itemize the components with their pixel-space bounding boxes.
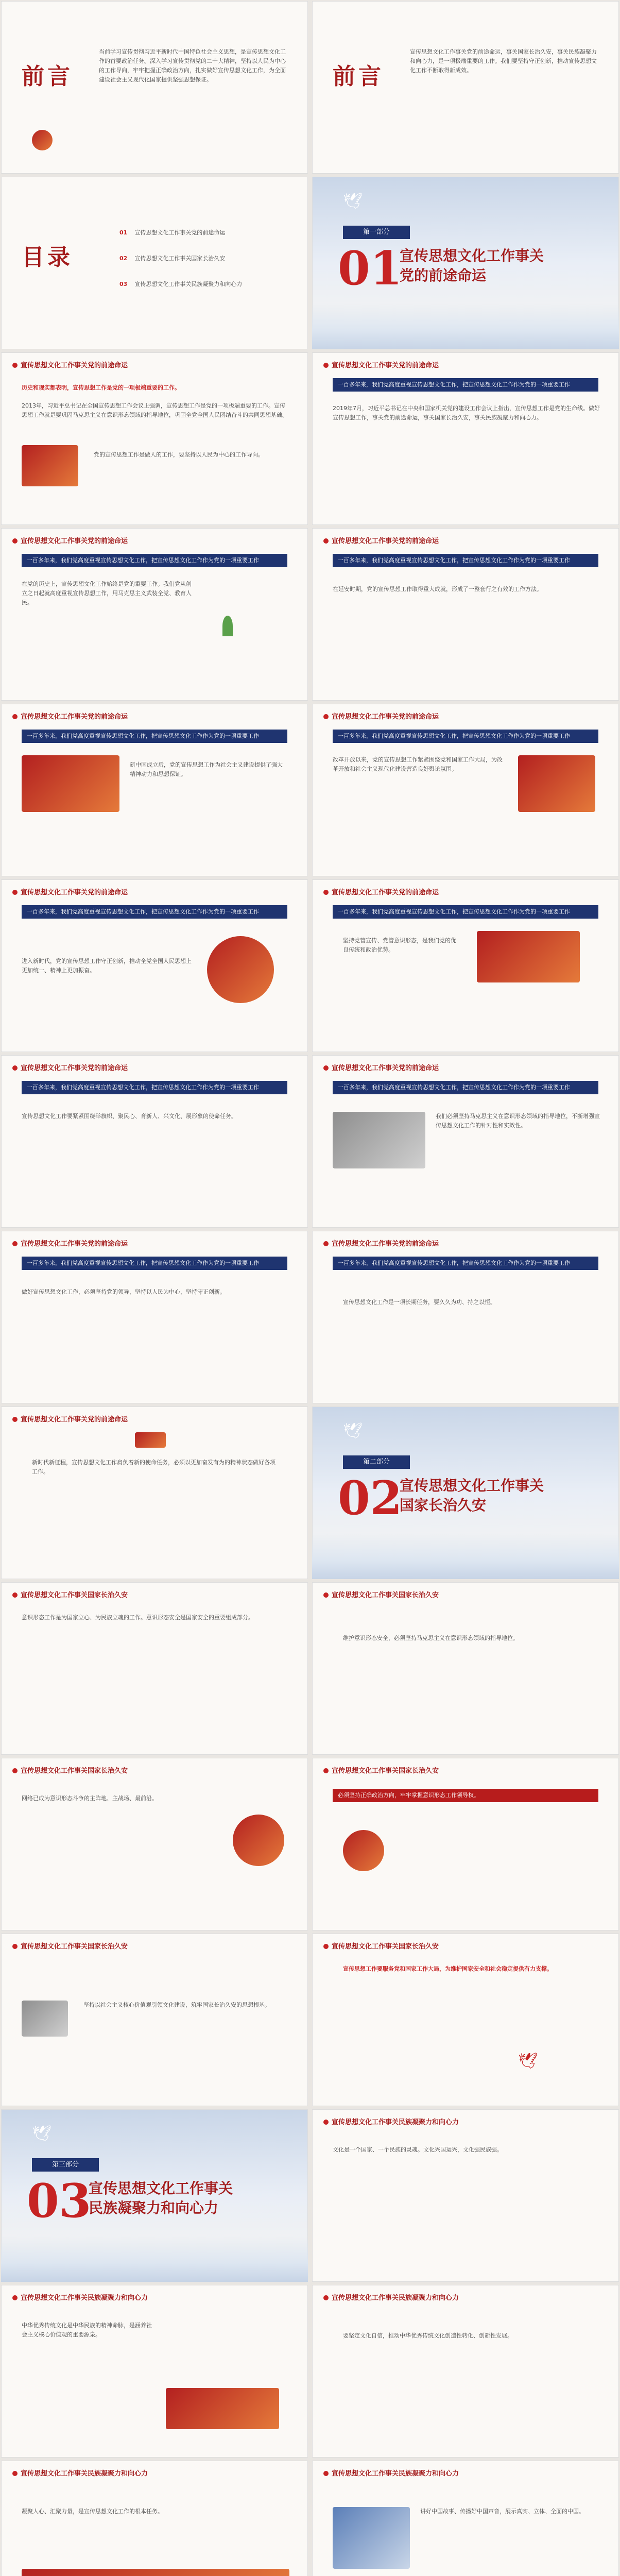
banner-bar: 一百多年来，我们党高度重视宣传思想文化工作，把宣传思想文化工作作为党的一项重要工作 — [333, 554, 598, 567]
dove-icon: 🕊 — [343, 192, 363, 210]
quote-text: 党的宣传思想工作是做人的工作，要坚持以人民为中心的工作导向。 — [94, 451, 264, 458]
body-text: 讲好中国故事、传播好中国声音，展示真实、立体、全面的中国。 — [420, 2508, 584, 2515]
body-text: 要坚定文化自信，推动中华优秀传统文化创造性转化、创新性发展。 — [343, 2332, 513, 2339]
banner-bar: 一百多年来，我们党高度重视宣传思想文化工作，把宣传思想文化工作作为党的一项重要工作 — [22, 905, 287, 919]
body-text: 2013年，习近平总书记在全国宣传思想工作会议上强调，宣传思想工作是党的一项极端重要的工作。宣传思想工作就是要巩固马克思主义在意识形态领域的指导地位，巩固全党全国人民团结奋斗的共同思想基础。 — [22, 402, 288, 418]
slide-header: 宣传思想文化工作事关民族凝聚力和向心力 — [12, 2468, 148, 2478]
part-title: 宣传思想文化工作事关党的前途命运 — [400, 247, 544, 284]
banner-bar: 一百多年来，我们党高度重视宣传思想文化工作，把宣传思想文化工作作为党的一项重要工作 — [22, 730, 287, 743]
slide-p1-l — [312, 1231, 619, 1403]
cloud-decoration — [312, 1533, 619, 1579]
page-title: 前言 — [22, 63, 73, 90]
part-tag: 第一部分 — [343, 226, 410, 239]
slide-part-1 — [312, 177, 619, 349]
slide-header: 宣传思想文化工作事关党的前途命运 — [323, 535, 439, 545]
part-number: 02 — [338, 1471, 403, 1526]
banner-bar: 一百多年来，我们党高度重视宣传思想文化工作，把宣传思想文化工作作为党的一项重要工作 — [22, 1257, 287, 1270]
slide-contents — [1, 177, 308, 349]
slide-p1-g — [1, 879, 308, 1052]
slide-header: 宣传思想文化工作事关民族凝聚力和向心力 — [323, 2468, 459, 2478]
slide-p1-d — [312, 528, 619, 701]
slide-header: 宣传思想文化工作事关党的前途命运 — [323, 1062, 439, 1072]
slide-p1-j — [312, 1055, 619, 1228]
dove-icon: 🕊 — [343, 1422, 363, 1440]
body-text: 做好宣传思想文化工作，必须坚持党的领导，坚持以人民为中心，坚持守正创新。 — [22, 1289, 226, 1295]
toc-item-1[interactable]: 01 宣传思想文化工作事关党的前途命运 — [119, 229, 226, 236]
body-text: 意识形态工作是为国家立心、为民族立魂的工作。意识形态安全是国家安全的重要组成部分。 — [22, 1614, 254, 1621]
preface-body: 宣传思想文化工作事关党的前途命运，事关国家长治久安，事关民族凝聚力和向心力，是一项极端重要的工作。我们要坚持守正创新，推动宣传思想文化工作不断取得新成效。 — [410, 48, 597, 74]
body-text: 宣传思想工作要服务党和国家工作大局，为维护国家安全和社会稳定提供有力支撑。 — [343, 1965, 553, 1972]
body-text: 坚持以社会主义核心价值观引领文化建设，筑牢国家长治久安的思想根基。 — [83, 2002, 270, 2008]
toc-item-3[interactable]: 03 宣传思想文化工作事关民族凝聚力和向心力 — [119, 281, 243, 287]
slide-header: 宣传思想文化工作事关党的前途命运 — [323, 1238, 439, 1248]
slide-p1-b — [312, 352, 619, 525]
slide-header: 宣传思想文化工作事关民族凝聚力和向心力 — [12, 2292, 148, 2302]
slide-p3-a — [312, 2109, 619, 2282]
slide-header: 宣传思想文化工作事关党的前途命运 — [323, 711, 439, 721]
slide-header: 宣传思想文化工作事关国家长治久安 — [12, 1941, 128, 1951]
document-icon — [22, 2001, 68, 2037]
dove-icon: 🕊 — [32, 2125, 52, 2143]
part-title: 宣传思想文化工作事关民族凝聚力和向心力 — [89, 2180, 233, 2216]
banner-bar: 一百多年来，我们党高度重视宣传思想文化工作，把宣传思想文化工作作为党的一项重要工作 — [333, 905, 598, 919]
slide-p3-e — [312, 2461, 619, 2576]
photo-hall — [333, 1112, 425, 1168]
slide-part-2 — [312, 1406, 619, 1579]
slide-p2-f — [312, 1934, 619, 2106]
slide-header: 宣传思想文化工作事关党的前途命运 — [12, 1238, 128, 1248]
toc-item-2[interactable]: 02 宣传思想文化工作事关国家长治久安 — [119, 255, 226, 262]
slide-header: 宣传思想文化工作事关国家长治久安 — [12, 1589, 128, 1599]
part-tag: 第二部分 — [343, 1455, 410, 1469]
slide-p2-c — [1, 1758, 308, 1930]
slide-p1-f — [312, 704, 619, 876]
slide-p1-k — [1, 1231, 308, 1403]
slide-p1-e — [1, 704, 308, 876]
emblem-icon — [32, 130, 53, 150]
slide-header: 宣传思想文化工作事关党的前途命运 — [12, 1414, 128, 1423]
slide-p1-i — [1, 1055, 308, 1228]
dove-icon: 🕊 — [518, 2052, 538, 2070]
cloud-decoration — [312, 303, 619, 349]
body-text: 2019年7月，习近平总书记在中央和国家机关党的建设工作会议上指出，宣传思想工作是党的生命线。做好宣传思想工作，事关党的前途命运，事关国家长治久安，事关民族凝聚力和向心力。 — [333, 405, 600, 421]
slide-header: 宣传思想文化工作事关民族凝聚力和向心力 — [323, 2292, 459, 2302]
slide-part-3 — [1, 2109, 308, 2282]
slide-header: 宣传思想文化工作事关党的前途命运 — [12, 711, 128, 721]
slide-p1-a — [1, 352, 308, 525]
photo-tiananmen — [22, 755, 119, 812]
slide-header: 宣传思想文化工作事关党的前途命运 — [12, 360, 128, 369]
lantern-illustration — [233, 1815, 284, 1866]
banner-bar: 一百多年来，我们党高度重视宣传思想文化工作，把宣传思想文化工作作为党的一项重要工作 — [22, 554, 287, 567]
slide-p1-h — [312, 879, 619, 1052]
banner-bar: 一百多年来，我们党高度重视宣传思想文化工作，把宣传思想文化工作作为党的一项重要工作 — [22, 1081, 287, 1094]
banner-bar: 一百多年来，我们党高度重视宣传思想文化工作，把宣传思想文化工作作为党的一项重要工作 — [333, 378, 598, 392]
slide-p2-b — [312, 1582, 619, 1755]
slide-p1-m — [1, 1406, 308, 1579]
slide-p1-c — [1, 528, 308, 701]
preface-body: 当前学习宣传贯彻习近平新时代中国特色社会主义思想，是宣传思想文化工作的首要政治任务。深入学习宣传贯彻党的二十大精神，坚持以人民为中心的工作导向，牢牢把握正确政治方向，扎实做好宣传思想文化工作，为全面建设社会主义现代化国家提供坚强思想保证。 — [99, 48, 286, 83]
body-text: 宣传思想文化工作要紧紧围绕举旗帜、聚民心、育新人、兴文化、展形象的使命任务。 — [22, 1113, 237, 1120]
body-text: 文化是一个国家、一个民族的灵魂。文化兴国运兴，文化强民族强。 — [333, 2146, 503, 2153]
flag-illustration — [166, 2388, 279, 2429]
slide-header: 宣传思想文化工作事关党的前途命运 — [12, 535, 128, 545]
body-text: 在党的历史上，宣传思想文化工作始终是党的重要工作。我们党从创立之日起就高度重视宣传思想工作，用马克思主义武装全党、教育人民。 — [22, 581, 192, 606]
body-text: 新时代新征程，宣传思想文化工作肩负着新的使命任务，必须以更加奋发有为的精神状态做好各项工作。 — [32, 1459, 275, 1475]
page-title: 前言 — [333, 63, 384, 90]
plant-icon — [222, 616, 233, 636]
slide-p2-a — [1, 1582, 308, 1755]
slide-header: 宣传思想文化工作事关国家长治久安 — [323, 1589, 439, 1599]
slide-header: 宣传思想文化工作事关国家长治久安 — [323, 1941, 439, 1951]
slide-header: 宣传思想文化工作事关党的前途命运 — [323, 360, 439, 369]
slide-header: 宣传思想文化工作事关国家长治久安 — [12, 1765, 128, 1775]
slide-p2-e — [1, 1934, 308, 2106]
slide-p3-c — [312, 2285, 619, 2458]
banner-bar: 一百多年来，我们党高度重视宣传思想文化工作，把宣传思想文化工作作为党的一项重要工作 — [333, 1081, 598, 1094]
slide-header: 宣传思想文化工作事关国家长治久安 — [323, 1765, 439, 1775]
body-text: 网络已成为意识形态斗争的主阵地、主战场、最前沿。 — [22, 1795, 158, 1802]
body-text: 坚持党管宣传、党管意识形态，是我们党的优良传统和政治优势。 — [343, 937, 456, 953]
banner-bar: 必须坚持正确政治方向，牢牢掌握意识形态工作领导权。 — [333, 1789, 598, 1802]
part-title: 宣传思想文化工作事关国家长治久安 — [400, 1477, 544, 1514]
body-text: 在延安时期，党的宣传思想工作取得重大成就，形成了一整套行之有效的工作方法。 — [333, 586, 542, 592]
slide-p2-d — [312, 1758, 619, 1930]
page-title: 目录 — [22, 244, 73, 270]
body-text: 中华优秀传统文化是中华民族的精神命脉，是涵养社会主义核心价值观的重要源泉。 — [22, 2322, 152, 2338]
banner-bar: 一百多年来，我们党高度重视宣传思想文化工作，把宣传思想文化工作作为党的一项重要工作 — [333, 730, 598, 743]
part-tag: 第三部分 — [32, 2158, 99, 2172]
slide-header: 宣传思想文化工作事关党的前途命运 — [323, 887, 439, 896]
illustration — [22, 445, 78, 486]
body-text: 凝聚人心、汇聚力量，是宣传思想文化工作的根本任务。 — [22, 2508, 163, 2515]
slide-p3-d — [1, 2461, 308, 2576]
slide-p3-b — [1, 2285, 308, 2458]
slide-header: 宣传思想文化工作事关党的前途命运 — [12, 1062, 128, 1072]
part-number: 01 — [338, 241, 403, 296]
cloud-decoration — [1, 2235, 308, 2282]
gate-icon — [135, 1432, 166, 1448]
part-number: 03 — [27, 2174, 92, 2228]
photo — [477, 931, 580, 982]
lead-text: 历史和现实都表明，宣传思想工作是党的一项极端重要的工作。 — [22, 384, 180, 391]
body-text: 我们必须坚持马克思主义在意识形态领域的指导地位，不断增强宣传思想文化工作的针对性和实效性。 — [436, 1113, 600, 1129]
photo — [333, 2507, 410, 2569]
body-text: 改革开放以来，党的宣传思想工作紧紧围绕党和国家工作大局，为改革开放和社会主义现代化建设营造良好舆论氛围。 — [333, 756, 503, 772]
red-banner — [22, 2569, 289, 2576]
body-text: 维护意识形态安全，必须坚持马克思主义在意识形态领域的指导地位。 — [343, 1635, 519, 1641]
slide-preface-2 — [312, 1, 619, 174]
globe-icon — [343, 1830, 384, 1871]
slide-header: 宣传思想文化工作事关民族凝聚力和向心力 — [323, 2116, 459, 2126]
body-text: 宣传思想文化工作是一项长期任务，要久久为功、持之以恒。 — [343, 1299, 496, 1306]
body-text: 新中国成立后，党的宣传思想工作为社会主义建设提供了强大精神动力和思想保证。 — [130, 761, 283, 777]
body-text: 进入新时代，党的宣传思想工作守正创新，推动全党全国人民思想上更加统一、精神上更加振奋。 — [22, 958, 192, 974]
photo — [518, 755, 595, 812]
flag-illustration — [207, 936, 274, 1003]
slide-header: 宣传思想文化工作事关党的前途命运 — [12, 887, 128, 896]
banner-bar: 一百多年来，我们党高度重视宣传思想文化工作，把宣传思想文化工作作为党的一项重要工作 — [333, 1257, 598, 1270]
slide-preface-1 — [1, 1, 308, 174]
